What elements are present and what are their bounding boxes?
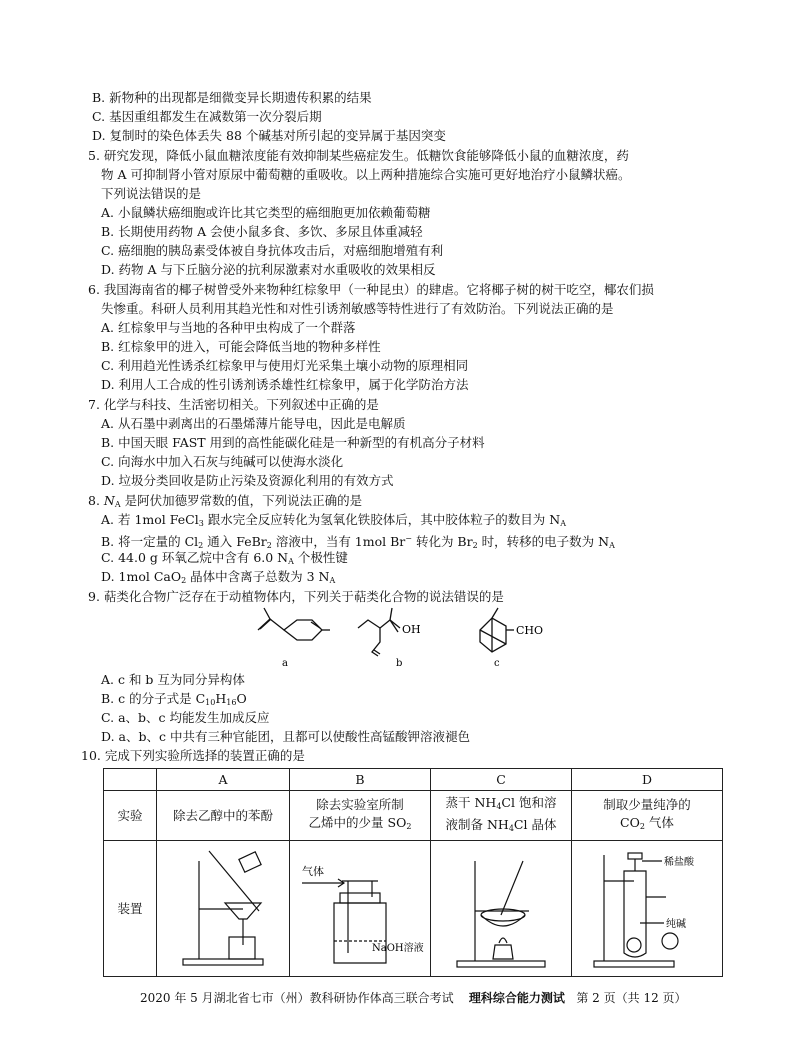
molecule-a-label: a: [282, 658, 288, 668]
molecule-b-structure: [358, 608, 400, 656]
cell-c-experiment: 蒸干 $NH_4Cl$ 饱和溶 液制备 $NH_4Cl$ 晶体: [431, 791, 572, 841]
option-line: C. 基因重组都发生在减数第一次分裂后期: [92, 109, 322, 124]
filtration-apparatus-icon: [163, 841, 283, 971]
cell-d-experiment: 制取少量纯净的 $CO_2$ 气体: [572, 791, 723, 841]
option-line: C. 利用趋光性诱杀红棕象甲与使用灯光采集土壤小动物的原理相同: [101, 358, 469, 373]
molecule-c-label: c: [494, 658, 500, 668]
gas-washing-bottle-icon: [292, 841, 428, 971]
option-line: A. 从石墨中剥离出的石墨烯薄片能导电，因此是电解质: [101, 416, 406, 431]
cell-b-apparatus: [290, 841, 431, 977]
footer-exam-title: 2020 年 5 月湖北省七市（州）教科研协作体高三联合考试: [140, 991, 454, 1005]
experiment-table: [103, 768, 723, 977]
option-line: D. 1mol CaO$_2$ 晶体中含离子总数为 3 $N_A$: [101, 569, 336, 585]
option-line: D. 复制时的染色体丢失 88 个碱基对所引起的变异属于基因突变: [92, 128, 446, 143]
molecule-a-structure: [258, 608, 330, 640]
molecule-b-label: b: [396, 658, 403, 668]
option-line: C. 向海水中加入石灰与纯碱可以使海水淡化: [101, 454, 344, 469]
question-5-stem: 5. 研究发现，降低小鼠血糖浓度能有效抑制某些癌症发生。低糖饮食能够降低小鼠的血糖浓度，药: [88, 148, 629, 163]
naoh-label: NaOH溶液: [372, 943, 424, 954]
question-5-stem: 下列说法错误的是: [101, 186, 202, 201]
cell-a-experiment: 除去乙醇中的苯酚: [157, 791, 290, 841]
question-8-stem: 8. $N_A$ 是阿伏加德罗常数的值，下列说法正确的是: [88, 493, 363, 509]
header-d: D: [572, 769, 723, 791]
option-line: D. 利用人工合成的性引诱剂诱杀雄性红棕象甲，属于化学防治方法: [101, 377, 469, 392]
footer-subject: 理科综合能力测试: [468, 991, 565, 1005]
header-a: A: [157, 769, 290, 791]
option-line: D. a、b、c 中共有三种官能团，且都可以使酸性高锰酸钾溶液褪色: [101, 729, 470, 744]
header-b: B: [290, 769, 431, 791]
cell-c-apparatus: [431, 841, 572, 977]
option-line: C. 癌细胞的胰岛素受体被自身抗体攻击后，对癌细胞增殖有利: [101, 243, 444, 258]
table-row: [104, 791, 723, 841]
option-line: A. 红棕象甲与当地的各种甲虫构成了一个群落: [101, 320, 356, 335]
cell-d-apparatus: [572, 841, 723, 977]
row-label-experiment: 实验: [104, 791, 157, 841]
soda-ash-label: 纯碱: [666, 919, 686, 930]
option-line: D. 垃圾分类回收是防止污染及资源化利用的有效方式: [101, 473, 394, 488]
gas-generator-apparatus-icon: [574, 841, 720, 971]
question-6-stem: 6. 我国海南省的椰子树曾受外来物种红棕象甲（一种昆虫）的肆虐。它将椰子树的树干吃空，椰农们损: [88, 282, 654, 297]
row-label-apparatus: 装置: [104, 841, 157, 977]
cell-b-experiment: 除去实验室所制 乙烯中的少量 $SO_2$: [290, 791, 431, 841]
question-7-stem: 7. 化学与科技、生活密切相关。下列叙述中正确的是: [88, 397, 379, 412]
cell-a-apparatus: [157, 841, 290, 977]
option-line: B. 长期使用药物 A 会使小鼠多食、多饮、多尿且体重减轻: [101, 224, 423, 239]
table-corner-cell: [104, 769, 157, 791]
option-line: A. c 和 b 互为同分异构体: [101, 672, 245, 687]
option-line: B. 中国天眼 FAST 用到的高性能碳化硅是一种新型的有机高分子材料: [101, 435, 485, 450]
footer-page-number: 第 2 页（共 12 页）: [576, 991, 687, 1005]
option-line: B. 红棕象甲的进入，可能会降低当地的物种多样性: [101, 339, 381, 354]
option-line: B. 新物种的出现都是细微变异长期遗传积累的结果: [92, 90, 372, 105]
page-footer: [140, 989, 687, 1006]
evaporation-apparatus-icon: [433, 841, 569, 971]
dilute-hcl-label: 稀盐酸: [664, 857, 694, 868]
option-line: D. 药物 A 与下丘脑分泌的抗利尿激素对水重吸收的效果相反: [101, 262, 436, 277]
gas-label: 气体: [302, 865, 324, 878]
question-10-stem: 10. 完成下列实验所选择的装置正确的是: [81, 748, 305, 763]
option-line: A. 小鼠鳞状癌细胞或许比其它类型的癌细胞更加依赖葡萄糖: [101, 205, 431, 220]
question-6-stem: 失惨重。科研人员利用其趋光性和对性引诱剂敏感等特性进行了有效防治。下列说法正确的是: [101, 301, 614, 316]
option-line: C. a、b、c 均能发生加成反应: [101, 710, 270, 725]
molecule-structures: [250, 606, 590, 668]
table-row: [104, 841, 723, 977]
molecule-c-structure: [480, 608, 514, 652]
question-5-stem: 物 A 可抑制肾小管对原尿中葡萄糖的重吸收。以上两种措施综合实施可更好地治疗小鼠鳞状癌。: [101, 167, 631, 182]
cho-label: CHO: [516, 624, 544, 637]
table-header-row: [104, 769, 723, 791]
option-line: B. c 的分子式是 $C_{10}H_{16}O$: [101, 691, 247, 707]
question-9-stem: 9. 萜类化合物广泛存在于动植物体内，下列关于萜类化合物的说法错误的是: [88, 589, 504, 604]
oh-label: OH: [402, 623, 421, 636]
header-c: C: [431, 769, 572, 791]
option-line: C. 44.0 g 环氧乙烷中含有 6.0 $N_A$ 个极性键: [101, 550, 348, 566]
option-line: A. 若 1mol FeCl$_3$ 跟水完全反应转化为氢氧化铁胶体后，其中胶体粒子的数目为 $N_A$: [101, 512, 566, 528]
option-line: B. 将一定量的 $Cl_2$ 通入 FeBr$_2$ 溶液中，当有 1mol Br− 转化为 $Br_2$ 时，转移的电子数为 $N_A$: [101, 534, 615, 551]
